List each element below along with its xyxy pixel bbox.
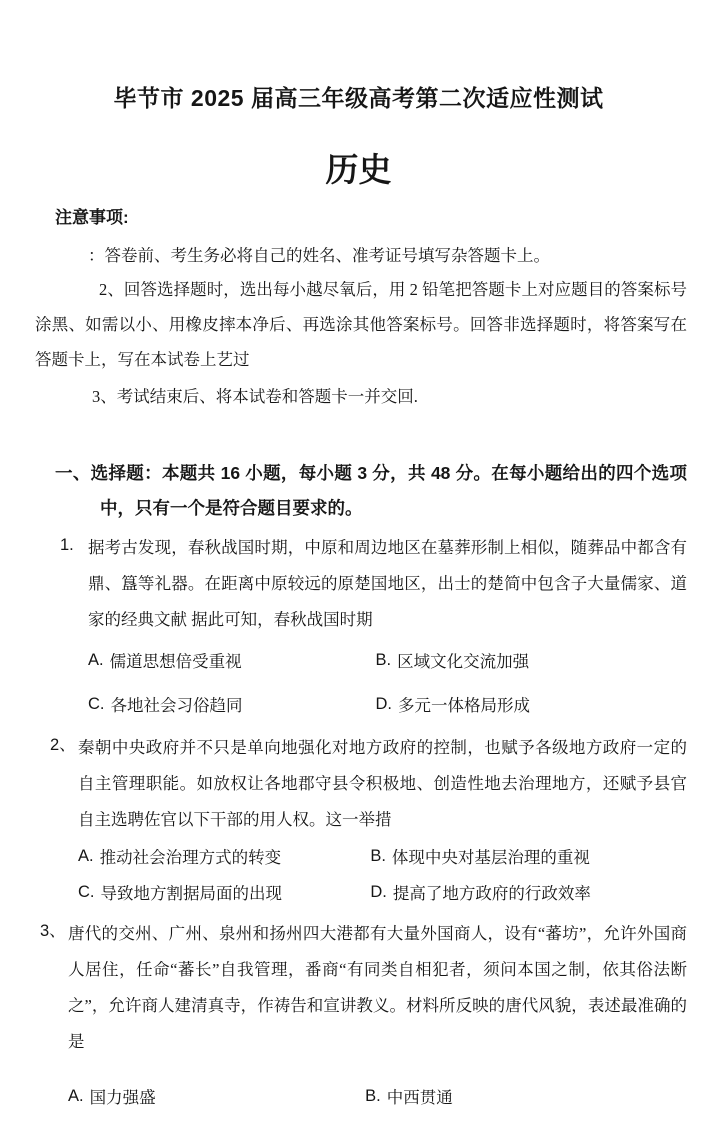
question-2-options bbox=[78, 840, 687, 912]
exam-title: 毕节市 2025 届高三年级高考第二次适应性测试 bbox=[113, 85, 604, 111]
question-2 bbox=[50, 730, 687, 912]
option-c-label: C. bbox=[78, 883, 95, 901]
option-a-label: A. bbox=[88, 651, 104, 669]
question-3-body bbox=[68, 916, 687, 1120]
option-a-label: A. bbox=[78, 847, 94, 865]
question-2-option-b bbox=[370, 840, 687, 876]
question-3 bbox=[40, 916, 687, 1120]
question-1-option-c bbox=[88, 684, 376, 728]
notice-item-3: 3、考试结束后、将本试卷和答题卡一并交回. bbox=[92, 387, 418, 406]
question-3-text: 唐代的交州、广州、泉州和扬州四大港都有大量外国商人，设有“蕃坊”，允许外国商人居住，任命“蕃长”自我管理，番商“有同类自相犯者，须问本国之制，依其俗法断之”，允许商人建清真寺，作祷告和宣讲教义。材料所反映的唐代风貌，表述最准确的是 bbox=[68, 924, 687, 1051]
question-2-option-a bbox=[78, 840, 370, 876]
question-2-option-d bbox=[370, 876, 687, 912]
question-2-body bbox=[78, 730, 687, 912]
option-c-label: C. bbox=[88, 695, 105, 713]
option-a-text: 儒道思想倍受重视 bbox=[109, 652, 242, 671]
question-1-option-d bbox=[376, 684, 687, 728]
option-c-text: 导致地方割据局面的出现 bbox=[100, 884, 282, 903]
option-c-text: 各地社会习俗趋同 bbox=[110, 696, 243, 715]
question-1-text: 据考古发现，春秋战国时期，中原和周边地区在墓葬形制上相似，随葬品中都含有鼎、簋等礼器。在距离中原较远的原楚国地区，出士的楚简中包含子大量儒家、道家的经典文献 据此可知，春秋战国时期 bbox=[88, 538, 687, 629]
question-1-number: 1. bbox=[60, 536, 74, 554]
question-1-body bbox=[88, 530, 687, 728]
question-1 bbox=[60, 530, 687, 728]
option-b-label: B. bbox=[370, 847, 386, 865]
question-3-options bbox=[68, 1076, 687, 1120]
question-2-option-c bbox=[78, 876, 370, 912]
option-d-label: D. bbox=[375, 695, 393, 713]
question-1-option-a bbox=[88, 640, 376, 684]
option-a-label: A. bbox=[68, 1087, 84, 1105]
question-2-number: 2、 bbox=[50, 736, 76, 754]
option-d-text: 多元一体格局形成 bbox=[398, 696, 531, 715]
option-d-text: 提高了地方政府的行政效率 bbox=[392, 884, 591, 903]
option-d-label: D. bbox=[370, 883, 387, 901]
option-a-text: 国力强盛 bbox=[89, 1088, 156, 1107]
question-3-number: 3、 bbox=[40, 922, 66, 940]
question-2-text: 秦朝中央政府并不只是单向地强化对地方政府的控制，也赋予各级地方政府一定的自主管理职能。如放权让各地郡守县令积极地、创造性地去治理地方，还赋予县官自主选聘佐官以下干部的用人权。这一举措 bbox=[78, 738, 687, 829]
option-b-text: 体现中央对基层治理的重视 bbox=[391, 848, 590, 867]
option-b-label: B. bbox=[375, 651, 392, 669]
question-3-option-b bbox=[365, 1076, 687, 1120]
notice-item-2: 2、回答选择题时，选出每小越尽氧后，用 2 铅笔把答题卡上对应题目的答案标号涂黑、如需以小、用橡皮摔本净后、再选涂其他答案标号。回答非选择题时，将答案写在答题卡上，写在本试卷上艺过 bbox=[35, 280, 687, 369]
notice-heading: 注意事项: bbox=[55, 208, 129, 227]
exam-subject: 历史 bbox=[325, 151, 392, 188]
option-a-text: 推动社会治理方式的转变 bbox=[99, 848, 282, 867]
section-heading: 一、选择题：本题共 16 小题，每小题 3 分，共 48 分。在每小题给出的四个选项中，只有一个是符合题目要求的。 bbox=[55, 463, 687, 518]
question-3-option-a bbox=[68, 1076, 365, 1120]
question-1-options bbox=[88, 640, 687, 728]
notice-item-1: ：答卷前、考生务必将自己的姓名、准考证号填写杂答题卡上。 bbox=[88, 246, 550, 265]
option-b-label: B. bbox=[365, 1087, 381, 1105]
option-b-text: 区域文化交流加强 bbox=[397, 652, 530, 671]
question-1-option-b bbox=[376, 640, 687, 684]
option-b-text: 中西贯通 bbox=[386, 1088, 453, 1107]
